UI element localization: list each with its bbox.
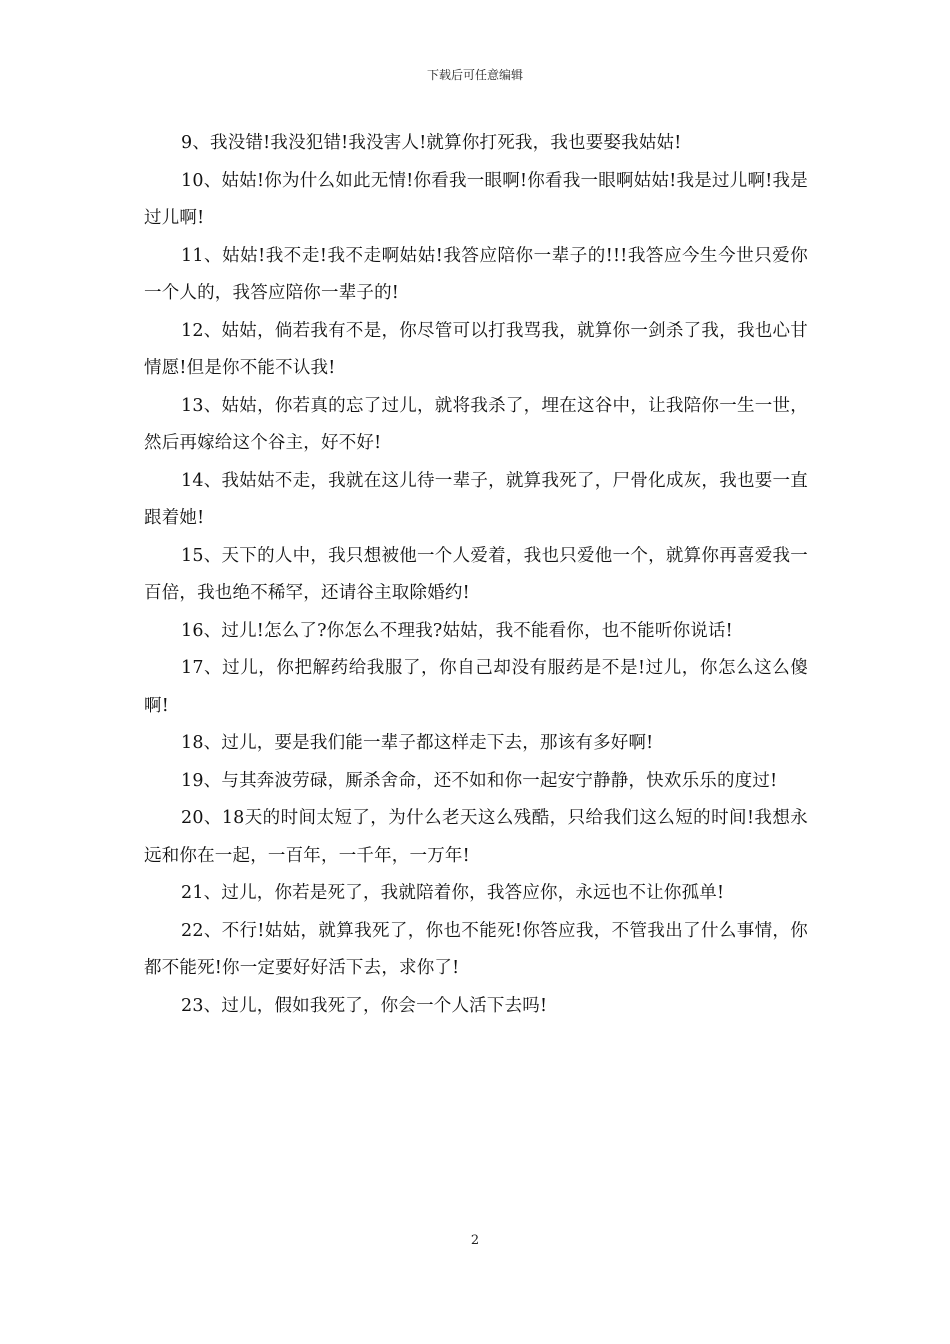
paragraph-9: 9、我没错!我没犯错!我没害人!就算你打死我，我也要娶我姑姑! [181,133,682,153]
paragraph-16: 16、过儿!怎么了?你怎么不理我?姑姑，我不能看你，也不能听你说话! [181,620,733,641]
paragraph-17: 17、过儿，你把解药给我服了，你自己却没有服药是不是!过儿，你怎么这么傻啊! [144,658,808,716]
document-body [144,125,808,1025]
paragraph-23: 23、过儿，假如我死了，你会一个人活下去吗! [181,995,548,1016]
paragraph-13: 13、姑姑，你若真的忘了过儿，就将我杀了，埋在这谷中，让我陪你一生一世，然后再嫁给这个谷主，好不好! [144,395,808,453]
paragraph-19: 19、与其奔波劳碌，厮杀舍命，还不如和你一起安宁静静，快欢乐乐的度过! [181,770,778,791]
header-note: 下载后可任意编辑 [426,68,523,82]
paragraph-10: 10、姑姑!你为什么如此无情!你看我一眼啊!你看我一眼啊姑姑!我是过儿啊!我是过儿啊! [144,170,808,228]
paragraph-14: 14、我姑姑不走，我就在这儿待一辈子，就算我死了，尸骨化成灰，我也要一直跟着她! [144,470,808,528]
paragraph-18: 18、过儿，要是我们能一辈子都这样走下去，那该有多好啊! [181,733,654,753]
paragraph-20: 20、18天的时间太短了，为什么老天这么残酷，只给我们这么短的时间!我想永远和你在一起，一百年，一千年，一万年! [144,808,808,866]
page-number: 2 [470,1233,480,1248]
paragraph-15: 15、天下的人中，我只想被他一个人爱着，我也只爱他一个，就算你再喜爱我一百倍，我也绝不稀罕，还请谷主取除婚约! [144,545,808,603]
paragraph-21: 21、过儿，你若是死了，我就陪着你，我答应你，永远也不让你孤单! [181,883,725,903]
paragraph-11: 11、姑姑!我不走!我不走啊姑姑!我答应陪你一辈子的!!!我答应今生今世只爱你一个人的，我答应陪你一辈子的! [144,245,808,303]
paragraph-12: 12、姑姑，倘若我有不是，你尽管可以打我骂我，就算你一剑杀了我，我也心甘情愿!但是你不能不认我! [144,320,808,378]
paragraph-22: 22、不行!姑姑，就算我死了，你也不能死!你答应我，不管我出了什么事情，你都不能死!你一定要好好活下去，求你了! [144,920,808,978]
